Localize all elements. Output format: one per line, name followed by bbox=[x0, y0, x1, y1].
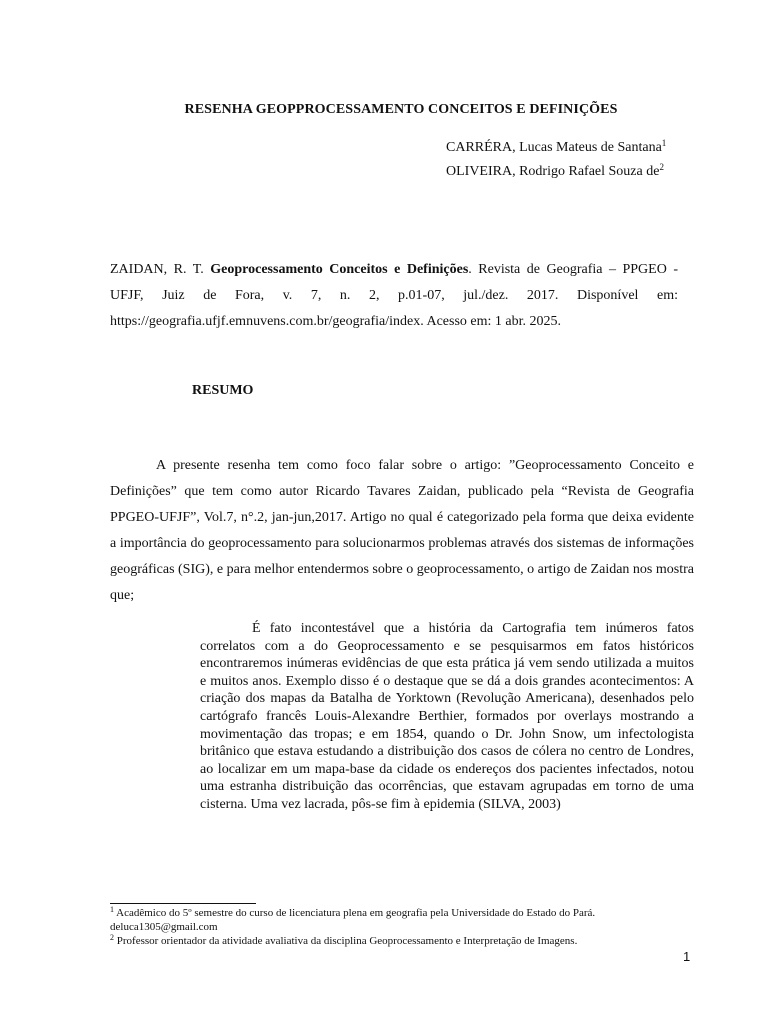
footnote-text: Professor orientador da atividade avaliativa da disciplina Geoprocessamento e Interpretação de Imagens. bbox=[114, 935, 578, 947]
footnote bbox=[110, 906, 700, 934]
footnote bbox=[110, 934, 700, 948]
author-line bbox=[446, 136, 666, 160]
author-name: OLIVEIRA, Rodrigo Rafael Souza de bbox=[446, 164, 660, 179]
footnote-marker: 2 bbox=[110, 933, 114, 942]
footnote-text: Acadêmico do 5º semestre do curso de licenciatura plena em geografia pela Universidade do Estado do Pará. deluca1305@gmail.com bbox=[110, 907, 596, 933]
page-number: 1 bbox=[683, 949, 691, 964]
bibliographic-reference bbox=[110, 257, 678, 335]
footnote-marker: 1 bbox=[661, 138, 667, 148]
page-title: RESENHA GEOPPROCESSAMENTO CONCEITOS E DEFINIÇÕES bbox=[184, 102, 618, 117]
reference-article-title: Geoprocessamento Conceitos e Definições bbox=[210, 262, 469, 277]
footnote-marker: 1 bbox=[110, 905, 114, 914]
author-list bbox=[446, 136, 666, 184]
block-quote: É fato incontestável que a história da Cartografia tem inúmeros fatos correlatos com a do Geoprocessamento e se pesquisarmos em fatos históricos encontraremos inúmeras evidências de que esta prática já vem sendo utilizada a muitos e muitos anos. Exemplo disso é o destaque que se dá a dois grandes acontecimentos: A criação dos mapas da Batalha de Yorktown (Revolução Americana), desenhados pelo cartógrafo francês Louis-Alexandre Berthier, formados por overlays mostrando a movimentação das tropas; e em 1854, quando o Dr. John Snow, um infectologista britânico que estava estudando a distribuição dos casos de cólera no centro de Londres, ao localizar em um mapa-base da cidade os endereços dos pacientes infectados, notou uma estranha distribuição das ocorrências, que estavam agrupadas em torno de uma cisterna. Uma vez lacrada, pôs-se fim à epidemia (SILVA, 2003) bbox=[200, 621, 694, 812]
section-heading: RESUMO bbox=[192, 383, 254, 398]
reference-details: . Revista de Geografia – PPGEO - UFJF, Juiz de Fora, v. 7, n. 2, p.01-07, jul./dez. 2017. Disponível em: https://geografia.ufjf.emnuvens.com.br/geografia/index. Acesso em: 1 abr. 2025. bbox=[110, 262, 678, 329]
footnote-divider bbox=[110, 903, 256, 904]
footnote-marker: 2 bbox=[659, 162, 664, 172]
author-name: CARRÉRA, Lucas Mateus de Santana bbox=[446, 140, 662, 155]
body-paragraph: A presente resenha tem como foco falar sobre o artigo: ”Geoprocessamento Conceito e Definições” que tem como autor Ricardo Tavares Zaidan, publicado pela “Revista de Geografia PPGEO-UFJF”, Vol.7, n°.2, jan-jun,2017. Artigo no qual é categorizado pela forma que deixa evidente a importância do geoprocessamento para solucionarmos problemas através dos sistemas de informações geográficas (SIG), e para melhor entendermos sobre o geoprocessamento, o artigo de Zaidan nos mostra que; bbox=[110, 458, 694, 603]
footnotes bbox=[110, 906, 700, 948]
author-line bbox=[446, 160, 666, 184]
reference-author: ZAIDAN, R. T. bbox=[110, 262, 211, 277]
